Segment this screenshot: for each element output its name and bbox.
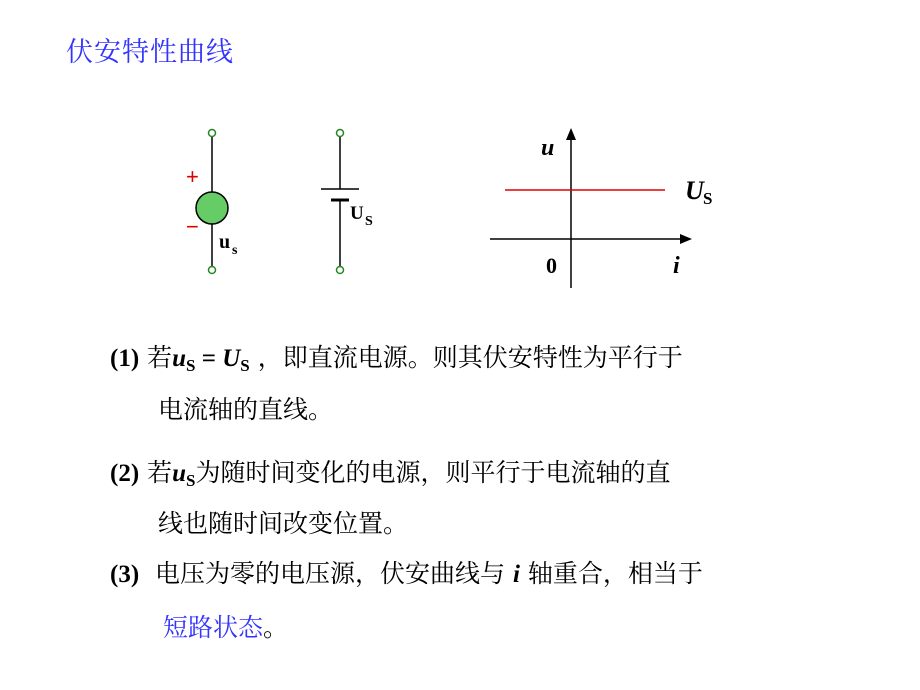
paragraph-3 [110, 556, 703, 593]
battery-label-main: U [350, 203, 364, 224]
y-axis-label: u [541, 135, 555, 161]
battery-top-terminal [337, 130, 344, 137]
p1-sub-1: S [186, 356, 196, 375]
minus-sign: − [186, 214, 199, 239]
p2-text-start: 若 [139, 458, 173, 487]
paragraph-1-line-2: 电流轴的直线。 [158, 395, 334, 424]
p3-text-start: 电压为零的电压源，伏安曲线与 [139, 559, 513, 588]
p1-var-U: U [222, 345, 241, 372]
p3-number: (3) [110, 561, 140, 588]
p2-sub-1: S [186, 471, 196, 490]
paragraph-3-line-2 [163, 610, 288, 646]
p2-var-u: u [172, 460, 187, 487]
dc-source-symbol [321, 130, 373, 274]
short-circuit-highlight: 短路状态 [163, 613, 264, 642]
p3-end-punct: 。 [263, 613, 289, 642]
plus-sign: + [186, 164, 199, 189]
ui-graph [490, 128, 712, 288]
p2-text-rest: 为随时间变化的电源，则平行于电流轴的直 [195, 458, 671, 487]
y-axis-arrow [566, 128, 576, 140]
voltage-source-symbol [186, 130, 238, 274]
p1-text-start: 若 [139, 343, 173, 372]
battery-bottom-terminal [337, 267, 344, 274]
origin-label: 0 [546, 253, 557, 278]
paragraph-2 [110, 455, 671, 499]
paragraph-2-line-2: 线也随时间改变位置。 [158, 509, 409, 538]
source-label-sub: s [232, 243, 238, 258]
source-circle [196, 192, 228, 224]
x-axis-label: i [673, 253, 680, 279]
p3-text-rest: 轴重合，相当于 [519, 559, 703, 588]
p3-var-i: i [513, 561, 520, 588]
p1-number: (1) [110, 345, 140, 372]
paragraph-1 [110, 340, 683, 384]
p1-var-u: u [172, 345, 187, 372]
source-top-terminal [209, 130, 216, 137]
x-axis-arrow [680, 234, 692, 244]
source-bottom-terminal [209, 267, 216, 274]
p2-number: (2) [110, 460, 140, 487]
battery-label-sub: S [365, 214, 373, 229]
p1-text-rest: ，即直流电源。则其伏安特性为平行于 [249, 343, 683, 372]
line-label-sub: S [703, 189, 713, 208]
p1-sub-2: S [240, 356, 250, 375]
p1-equals: = [195, 345, 223, 372]
line-label-main: U [685, 176, 704, 205]
slide-title: 伏安特性曲线 [66, 37, 234, 68]
source-label-main: u [219, 231, 231, 253]
